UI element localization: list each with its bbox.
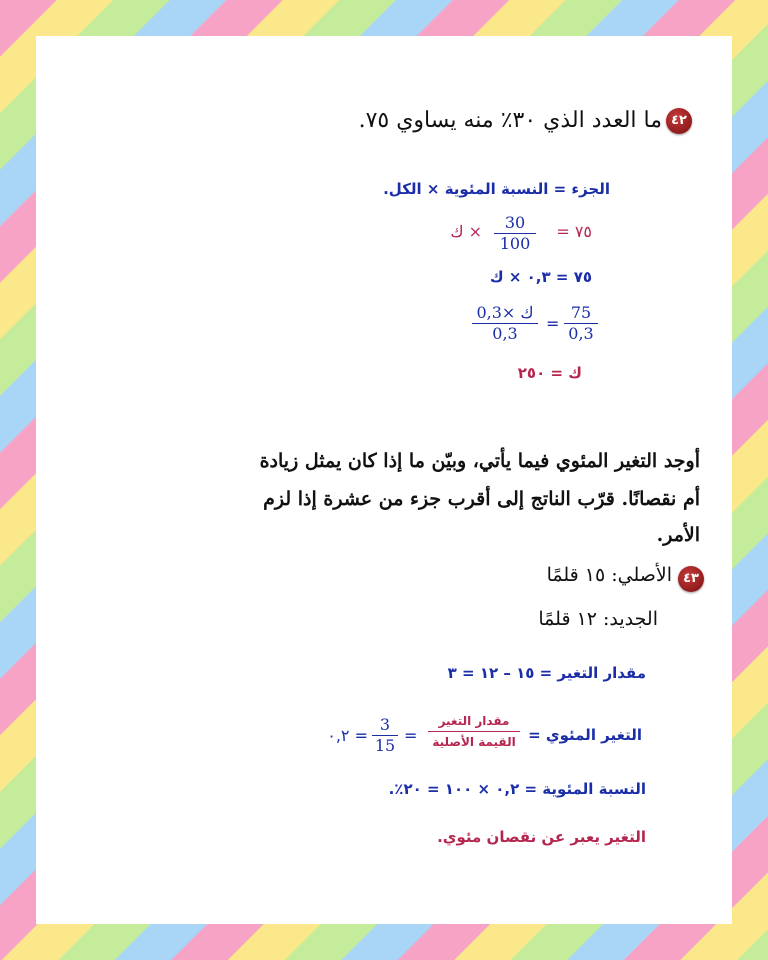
step3-rhs-denominator: 0,3	[492, 324, 518, 343]
question-42-text: ما العدد الذي ٣٠٪ منه يساوي ٧٥.	[358, 108, 662, 133]
step1-fraction	[494, 214, 536, 253]
formula-line: الجزء = النسبة المئوية × الكل.	[383, 180, 610, 198]
step3-equals: =	[546, 314, 560, 333]
equals-1: =	[404, 726, 418, 745]
result-value: = ٠,٢	[327, 726, 368, 745]
step3-lhs-numerator: 75	[570, 303, 592, 322]
fraction-numerator-3: 3	[379, 715, 391, 734]
percent-line: النسبة المئوية = ٠,٢ × ١٠٠ = ٢٠٪.	[388, 780, 646, 798]
change-amount: مقدار التغير = ١٥ – ١٢ = ٣	[447, 664, 646, 682]
step3-rhs-numerator: 0,3× ك	[476, 303, 534, 322]
instructions-line-2: أم نقصانًا. قرّب الناتج إلى أقرب جزء من عشرة إذا لزم	[263, 488, 700, 510]
formula-denominator: القيمة الأصلية	[432, 735, 516, 749]
question-43-badge: ٤٣	[678, 566, 704, 592]
step3-rhs-fraction	[472, 304, 538, 343]
original-value: الأصلي: ١٥ قلمًا	[546, 564, 672, 586]
step2-line: ٧٥ = ٠,٣ × ك	[489, 268, 592, 286]
conclusion: التغير يعبر عن نقصان مئوي.	[437, 828, 646, 846]
page	[36, 36, 732, 924]
step1-rhs: × ك	[450, 222, 482, 241]
step3-lhs-denominator: 0,3	[568, 324, 594, 343]
instructions-line-1: أوجد التغير المئوي فيما يأتي، وبيّن ما إذا كان يمثل زيادة	[259, 450, 700, 472]
step1-numerator: 30	[504, 213, 526, 232]
percent-change-label: التغير المئوي =	[528, 726, 642, 744]
step1-denominator: 100	[499, 234, 531, 253]
step1-lhs: ٧٥ =	[556, 222, 592, 241]
formula-numerator: مقدار التغير	[438, 714, 510, 728]
new-value: الجديد: ١٢ قلمًا	[538, 608, 658, 630]
instructions-line-3: الأمر.	[656, 524, 700, 546]
answer-42: ك = ٢٥٠	[517, 364, 582, 382]
question-42-badge: ٤٢	[666, 108, 692, 134]
formula-fraction	[428, 712, 520, 751]
fraction-denominator-15: 15	[374, 736, 396, 755]
three-fifteenths-fraction	[372, 716, 398, 755]
fraction-bar	[428, 731, 520, 732]
step3-lhs-fraction	[564, 304, 598, 343]
